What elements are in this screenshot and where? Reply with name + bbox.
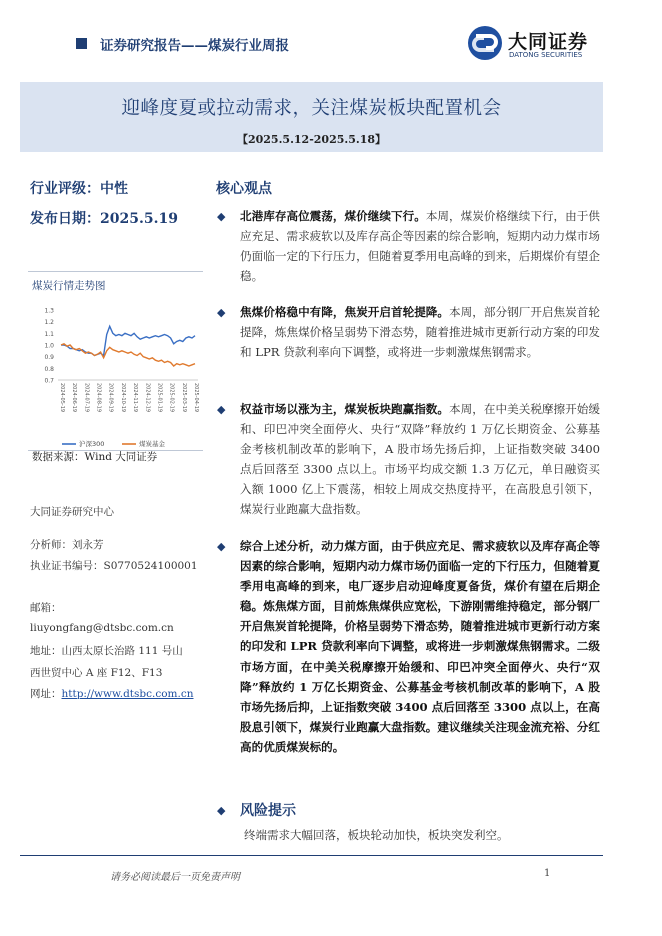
series-line-hs300 — [61, 326, 195, 355]
point-equity-market — [240, 399, 600, 520]
website-link[interactable]: http://www.dtsbc.com.cn — [61, 688, 194, 700]
x-tick-label: 2024-07-19 — [83, 383, 90, 413]
x-tick-label: 2025-01-19 — [156, 383, 163, 413]
email-address[interactable]: liuyongfang@dtsbc.com.cn — [30, 622, 174, 634]
website-label: 网址： — [30, 688, 62, 700]
analyst-name: 分析师：刘永芳 — [30, 539, 104, 551]
report-type-title: 证券研究报告——煤炭行业周报 — [100, 38, 289, 54]
x-tick-label: 2024-12-19 — [144, 383, 151, 413]
point-thermal-coal-body: 本周，煤炭价格继续下行，由于供应充足、需求疲软以及库存高企等因素的综合影响，短期内动力煤市场仍面临一定的下行压力，但随着夏季用电高峰的到来，后期煤价有望企稳。 — [240, 209, 600, 284]
x-tick-label: 2025-02-19 — [168, 383, 175, 413]
footer-disclaimer: 请务必阅读最后一页免责声明 — [110, 872, 240, 883]
point-summary: 综合上述分析，动力煤方面，由于供应充足、需求疲软以及库存高企等因素的综合影响，短期内动力煤市场仍面临一定的下行压力，但随着夏季用电高峰的到来，电厂逐步启动迎峰度夏备货，煤价有望在后期企稳。炼焦煤方面，目前炼焦煤供应宽松，下游刚需维持稳定，部分钢厂开启焦炭首轮提降，价格呈弱势下滑态势，随着推进城市更新行动方案的印发和 LPR 贷款利率向下调整，或将进一步刺激煤焦钢需求。二级市场方面，在中美关税摩擦开始缓和、印巴冲突全面停火、央行“双降”释放约 1 万亿长期资金、公募基金考核机制改革的影响下，A 股市场先扬后抑，上证指数突破 3400 点后回落至 3300 点以上，在高股息引领下，煤炭行业跑赢大盘指数。建议继续关注现金流充裕、分红高的优质煤炭标的。 — [240, 539, 600, 754]
logo-text-en: DATONG SECURITIES — [509, 51, 583, 59]
industry-rating: 行业评级：中性 — [30, 181, 128, 197]
institute-name: 大同证券研究中心 — [30, 506, 114, 518]
email-label: 邮箱： — [30, 602, 62, 614]
point-equity-market-body: 本周，在中美关税摩擦开始缓和、印巴冲突全面停火、央行“双降”释放约 1 万亿长期资金、公募基金考核机制改革的影响下，A 股市场先扬后抑，上证指数突破 3400 点后回落至 3300 点以上。市场平均成交额 1.3 万亿元，单日融资买入额 1000 亿上下震荡，相较上周成交热度持平，在高股息引领下，煤炭行业跑赢大盘指数。 — [240, 402, 600, 517]
address-line-2: 西世贸中心 A 座 F12、F13 — [30, 667, 163, 679]
x-tick-label: 2024-09-19 — [107, 383, 114, 413]
diamond-icon: ◆ — [217, 306, 226, 319]
risk-title: 风险提示 — [240, 803, 296, 819]
analyst-cert: 执业证书编号：S0770524100001 — [30, 560, 198, 572]
point-thermal-coal — [240, 206, 600, 286]
datong-logo-icon — [466, 24, 504, 62]
publish-date: 发布日期：2025.5.19 — [30, 211, 178, 227]
report-title: 迎峰度夏或拉动需求，关注煤炭板块配置机会 — [121, 98, 502, 119]
page-number: 1 — [544, 868, 551, 879]
address-line-1: 地址：山西太原长治路 111 号山 — [30, 645, 183, 657]
diamond-icon: ◆ — [217, 210, 226, 223]
risk-text: 终端需求大幅回落，板块轮动加快，板块突发利空。 — [244, 828, 509, 842]
point-coking-coal-heading: 焦煤价格稳中有降，焦炭开启首轮提降。 — [240, 305, 450, 319]
y-tick-label: 1.1 — [44, 330, 54, 338]
report-period: 【2025.5.12-2025.5.18】 — [236, 133, 387, 146]
x-tick-label: 2024-10-19 — [119, 383, 126, 413]
x-tick-label: 2024-05-19 — [59, 383, 65, 413]
diamond-icon: ◆ — [217, 403, 226, 416]
trend-chart-svg — [28, 304, 203, 450]
y-tick-label: 1.3 — [44, 307, 54, 315]
point-coking-coal — [240, 302, 600, 362]
diamond-icon: ◆ — [217, 804, 226, 817]
legend-label: 沪深300 — [79, 440, 105, 448]
series-line-coal-fund — [61, 344, 195, 366]
x-tick-label: 2025-03-19 — [180, 383, 187, 413]
point-equity-market-heading: 权益市场以涨为主，煤炭板块跑赢指数。 — [240, 402, 450, 416]
footer-divider — [20, 855, 603, 856]
website-row — [30, 686, 194, 701]
header-square-icon — [76, 38, 87, 49]
diamond-icon: ◆ — [217, 540, 226, 553]
y-tick-label: 0.9 — [44, 354, 54, 362]
core-views-title: 核心观点 — [216, 181, 272, 197]
chart-title: 煤炭行情走势图 — [32, 280, 106, 292]
y-tick-label: 1.0 — [44, 342, 54, 350]
y-tick-label: 1.2 — [44, 319, 54, 327]
y-tick-label: 0.8 — [44, 365, 54, 373]
x-tick-label: 2024-11-19 — [132, 383, 139, 413]
point-thermal-coal-heading: 北港库存高位震荡，煤价继续下行。 — [240, 209, 426, 223]
x-tick-label: 2024-06-19 — [71, 383, 78, 413]
company-logo — [466, 24, 616, 64]
x-tick-label: 2024-08-19 — [95, 383, 102, 413]
y-tick-label: 0.7 — [44, 377, 54, 385]
chart-source: 数据来源：Wind 大同证券 — [32, 451, 158, 463]
legend-label: 煤炭基金 — [139, 440, 165, 448]
point-coking-coal-body: 本周，部分钢厂开启焦炭首轮提降，炼焦煤价格呈弱势下滑态势，随着推进城市更新行动方案的印发和 LPR 贷款利率向下调整，或将进一步刺激煤焦钢需求。 — [240, 305, 600, 360]
title-banner — [20, 82, 603, 152]
x-tick-label: 2025-04-19 — [193, 383, 199, 413]
market-trend-chart — [28, 271, 203, 451]
logo-text-cn: 大同证券 — [508, 31, 589, 53]
